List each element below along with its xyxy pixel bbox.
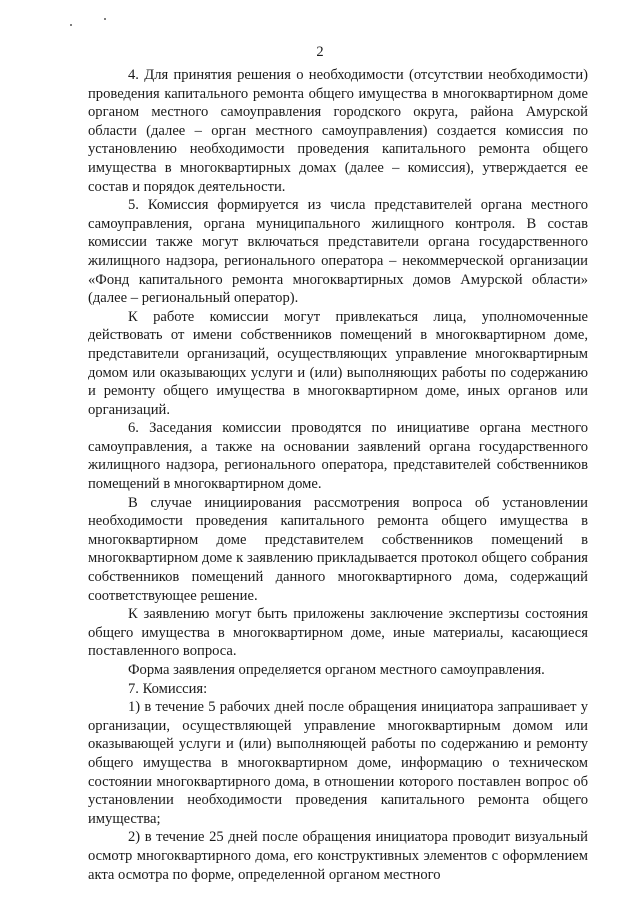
paragraph-item-7: 7. Комиссия: <box>128 680 208 697</box>
paragraph-subitem-2: 2) в течение 25 дней после обращения инициатора проводит визуальный осмотр многоквартирного дома, его конструктивных элементов с оформлением акта осмотра по форме, определенной органом местного <box>88 829 588 883</box>
paragraph-commission-participants: К работе комиссии могут привлекаться лица, уполномоченные действовать от имени собственников помещений в многоквартирном доме, представители организаций, осуществляющих управление многоквартирным домом или оказывающих услуги и (или) выполняющих работы по содержанию и ремонту общего имущества в многоквартирном доме, иных органов или организаций. <box>88 308 588 418</box>
paragraph-item-5: 5. Комиссия формируется из числа представителей органа местного самоуправления, органа муниципального жилищного контроля. В состав комиссии также могут включаться представители органа государственного жилищного надзора, регионального оператора – некоммерческой организации «Фонд капитального ремонта многоквартирных домов Амурской области» (далее – региональный оператор). <box>88 197 588 307</box>
paragraph-initiation-case: В случае инициирования рассмотрения вопроса об установлении необходимости проведения капитального ремонта общего имущества в многоквартирном доме представителем собственников помещений в многоквартирном доме к заявлению прикладывается протокол общего собрания собственников помещений данного многоквартирного дома, содержащий соответствующее решение. <box>88 494 588 604</box>
paragraph-application-form: Форма заявления определяется органом местного самоуправления. <box>128 662 545 678</box>
scan-speck <box>104 18 106 20</box>
page-number: 2 <box>316 44 324 60</box>
document-body <box>88 66 588 884</box>
paragraph-attachments: К заявлению могут быть приложены заключение экспертизы состояния общего имущества в многоквартирном доме, иные материалы, касающиеся поставленного вопроса. <box>88 606 588 660</box>
paragraph-item-6: 6. Заседания комиссии проводятся по инициативе органа местного самоуправления, а также на основании заявлений органа государственного жилищного надзора, регионального оператора, представителей собственников помещений в многоквартирном доме. <box>88 420 588 493</box>
paragraph-subitem-1: 1) в течение 5 рабочих дней после обращения инициатора запрашивает у организации, осуществляющей управление многоквартирным домом или оказывающей услуги и (или) выполняющей работы по содержанию и ремонту общего имущества в многоквартирном доме, информацию о техническом состоянии многоквартирного дома, в отношении которого поставлен вопрос об установлении необходимости проведения капитального ремонта общего имущества; <box>88 699 588 827</box>
scan-speck <box>70 24 72 26</box>
paragraph-item-4: 4. Для принятия решения о необходимости (отсутствии необходимости) проведения капитального ремонта общего имущества в многоквартирном доме органом местного самоуправления городского округа, района Амурской области (далее – орган местного самоуправления) создается комиссия по установлению необходимости проведения капитального ремонта общего имущества в многоквартирных домах (далее – комиссия), утверждается ее состав и порядок деятельности. <box>88 67 588 195</box>
